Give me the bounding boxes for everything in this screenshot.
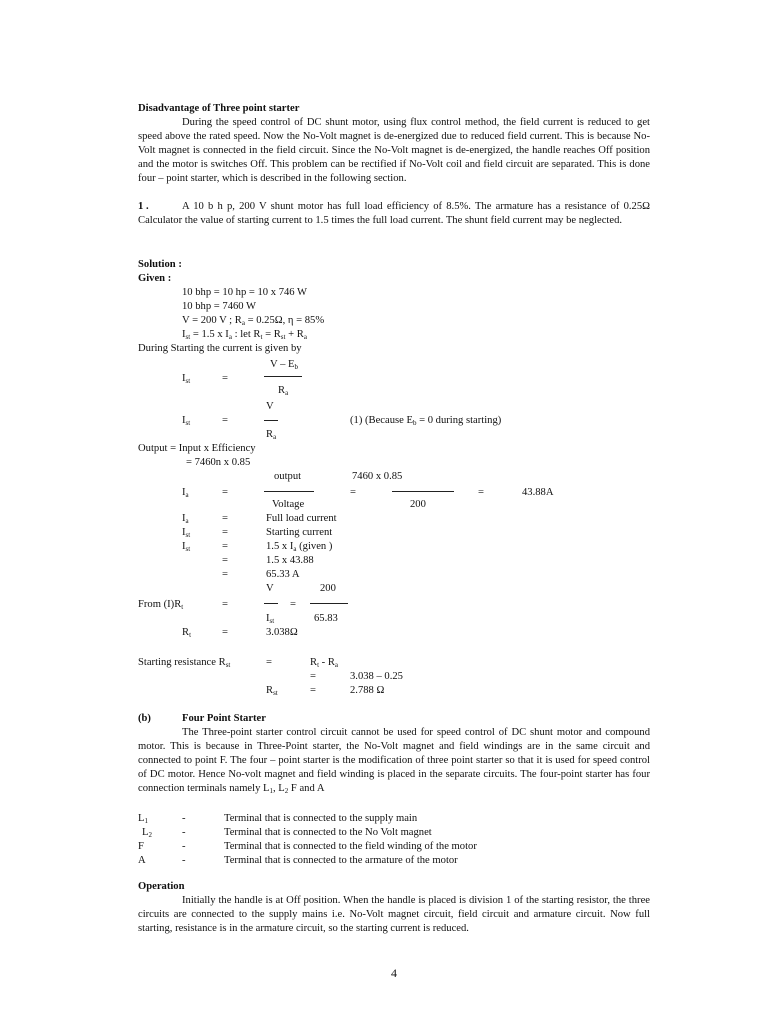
terminal-4-symbol: A (138, 855, 146, 866)
starting-resistance-lhs: Starting resistance $R_{st}$ (138, 657, 231, 669)
output-line-2: = 7460n x 0.85 (186, 457, 251, 468)
eq1-numerator: V – $E_b$ (270, 359, 299, 371)
terminal-1-dash: - (182, 813, 186, 824)
eq2-fraction-bar (264, 420, 278, 421)
given-line-1: 10 bhp = 10 hp = 10 x 746 W (182, 287, 308, 298)
terminal-1-symbol: $L_1$ (138, 813, 148, 825)
paragraph-four-point: The Three-point starter control circuit cannot be used for speed control of DC shunt motor and compound motor. This is because in Three-Point starter, the No-Volt magnet and field windings are in the same circuit and connected to point F. The four – point starter is the modification of three point starter so that it is used for speed control of DC motor. Hence No-volt magnet and field winding is placed in the separate circuits. The four-point starter has four connection terminals namely $L_1$, $L_2$ F and A (138, 727, 650, 795)
def-row-4-value: 1.5 x 43.88 (266, 555, 314, 566)
eq1-lhs: $I_{st}$ (182, 373, 191, 385)
eq3-lhs: $I_a$ (182, 487, 189, 499)
terminal-2-desc: Terminal that is connected to the No Volt magnet (224, 827, 432, 838)
paragraph-disadvantage: During the speed control of DC shunt motor, using flux control method, the field current is reduced to get speed above the rated speed. Now the No-Volt magnet is de-energized due to reduced field current. This is because No-Volt magnet is connected in the field circuit. Since the No-Volt magnet is de-energized, the handle reaches Off position and the motor is switches Off. This problem can be rectified if No-Volt coil and field circuit are separated. This is done four – point starter, which is described in the following section. (138, 117, 650, 184)
def-row-3-equals: = (222, 541, 228, 552)
starting-resistance-equals-2: = (310, 671, 316, 682)
eq4-numerator-2: 200 (320, 583, 336, 594)
eq3-numerator-2: 7460 x 0.85 (352, 471, 403, 482)
section-b-label: (b) (138, 713, 151, 724)
terminal-1-desc: Terminal that is connected to the supply main (224, 813, 418, 824)
eq3-numerator-1: output (274, 471, 302, 482)
terminal-4-dash: - (182, 855, 186, 866)
page-number: 4 (391, 966, 397, 980)
terminal-3-dash: - (182, 841, 186, 852)
def-row-3-symbol: $I_{st}$ (182, 541, 191, 553)
starting-resistance-equals-3: = (310, 685, 316, 696)
def-row-2-equals: = (222, 527, 228, 538)
eq5-lhs: $R_t$ (182, 627, 192, 639)
section-b-title: Four Point Starter (182, 713, 266, 724)
eq2-denominator: $R_a$ (266, 429, 277, 441)
eq1-fraction-bar (264, 376, 302, 377)
starting-resistance-value-3: 2.788 Ω (350, 685, 385, 696)
eq4-lhs: From $(I)R_t$ (138, 599, 184, 611)
eq3-equals-3: = (478, 487, 484, 498)
eq4-equals-2: = (290, 599, 296, 610)
starting-resistance-equals: = (266, 657, 272, 668)
problem-number: 1 . (138, 201, 149, 212)
eq2-lhs: $I_{st}$ (182, 415, 191, 427)
eq4-denominator-2: 65.83 (314, 613, 338, 624)
terminal-3-symbol: F (138, 841, 144, 852)
eq3-denominator-1: Voltage (272, 499, 305, 510)
eq2-note: (1) (Because $E_b = 0$ during starting) (350, 415, 502, 427)
def-row-1-value: Full load current (266, 513, 337, 524)
starting-resistance-lhs-3: $R_{st}$ (266, 685, 278, 697)
output-line-1: Output = Input x Efficiency (138, 443, 256, 454)
eq5-equals: = (222, 627, 228, 638)
eq1-denominator: $R_a$ (278, 385, 289, 397)
starting-resistance-value-2: 3.038 – 0.25 (350, 671, 403, 682)
terminal-4-desc: Terminal that is connected to the armature of the motor (224, 855, 458, 866)
eq3-fraction-bar-1 (264, 491, 314, 492)
eq3-result: 43.88A (522, 487, 554, 498)
eq5-value: 3.038Ω (266, 627, 298, 638)
eq1-equals: = (222, 373, 228, 384)
terminal-2-dash: - (182, 827, 186, 838)
eq4-numerator-1: V (266, 583, 274, 594)
def-row-4-equals: = (222, 555, 228, 566)
problem-text: A 10 b h p, 200 V shunt motor has full load efficiency of 8.5%. The armature has a resistance of 0.25Ω Calculator the value of starting current to 1.5 times the full load current. The shunt field current may be neglected. (138, 201, 650, 226)
terminal-3-desc: Terminal that is connected to the field winding of the motor (224, 841, 477, 852)
during-starting-text: During Starting the current is given by (138, 343, 302, 354)
starting-resistance-value-1: $R_t - R_a$ (310, 657, 339, 669)
def-row-2-value: Starting current (266, 527, 333, 538)
def-row-1-symbol: $I_a$ (182, 513, 189, 525)
given-line-2: 10 bhp = 7460 W (182, 301, 257, 312)
eq3-equals: = (222, 487, 228, 498)
given-heading: Given : (138, 273, 172, 284)
terminal-2-symbol: $L_2$ (142, 827, 152, 839)
eq2-numerator: V (266, 401, 274, 412)
def-row-1-equals: = (222, 513, 228, 524)
eq3-fraction-bar-2 (392, 491, 454, 492)
eq2-equals: = (222, 415, 228, 426)
heading-disadvantage: Disadvantage of Three point starter (138, 103, 300, 114)
eq4-fraction-bar-1 (264, 603, 278, 604)
eq3-equals-2: = (350, 487, 356, 498)
def-row-5-value: 65.33 A (266, 569, 300, 580)
def-row-2-symbol: $I_{st}$ (182, 527, 191, 539)
solution-heading: Solution : (138, 259, 182, 270)
def-row-5-equals: = (222, 569, 228, 580)
eq4-denominator-1: $I_{st}$ (266, 613, 275, 625)
eq4-fraction-bar-2 (310, 603, 348, 604)
eq3-denominator-2: 200 (410, 499, 426, 510)
given-line-4: $I_{st} = 1.5$ x $I_a$ : let $R_t = R_{st} + R_a$ (182, 329, 307, 341)
eq4-equals: = (222, 599, 228, 610)
paragraph-operation: Initially the handle is at Off position. When the handle is placed is division 1 of the starting resistor, the three circuits are connected to the supply mains i.e. No-Volt magnet circuit, field circuit and armature circuit. Now full starting, resistance is in the armature circuit, so the starting current is reduced. (138, 895, 650, 934)
given-line-3: V = 200 V ; $R_a = 0.25\Omega$, η = 85% (182, 315, 325, 327)
operation-heading: Operation (138, 881, 185, 892)
def-row-3-value: 1.5 x $I_a$ (given ) (266, 541, 333, 553)
